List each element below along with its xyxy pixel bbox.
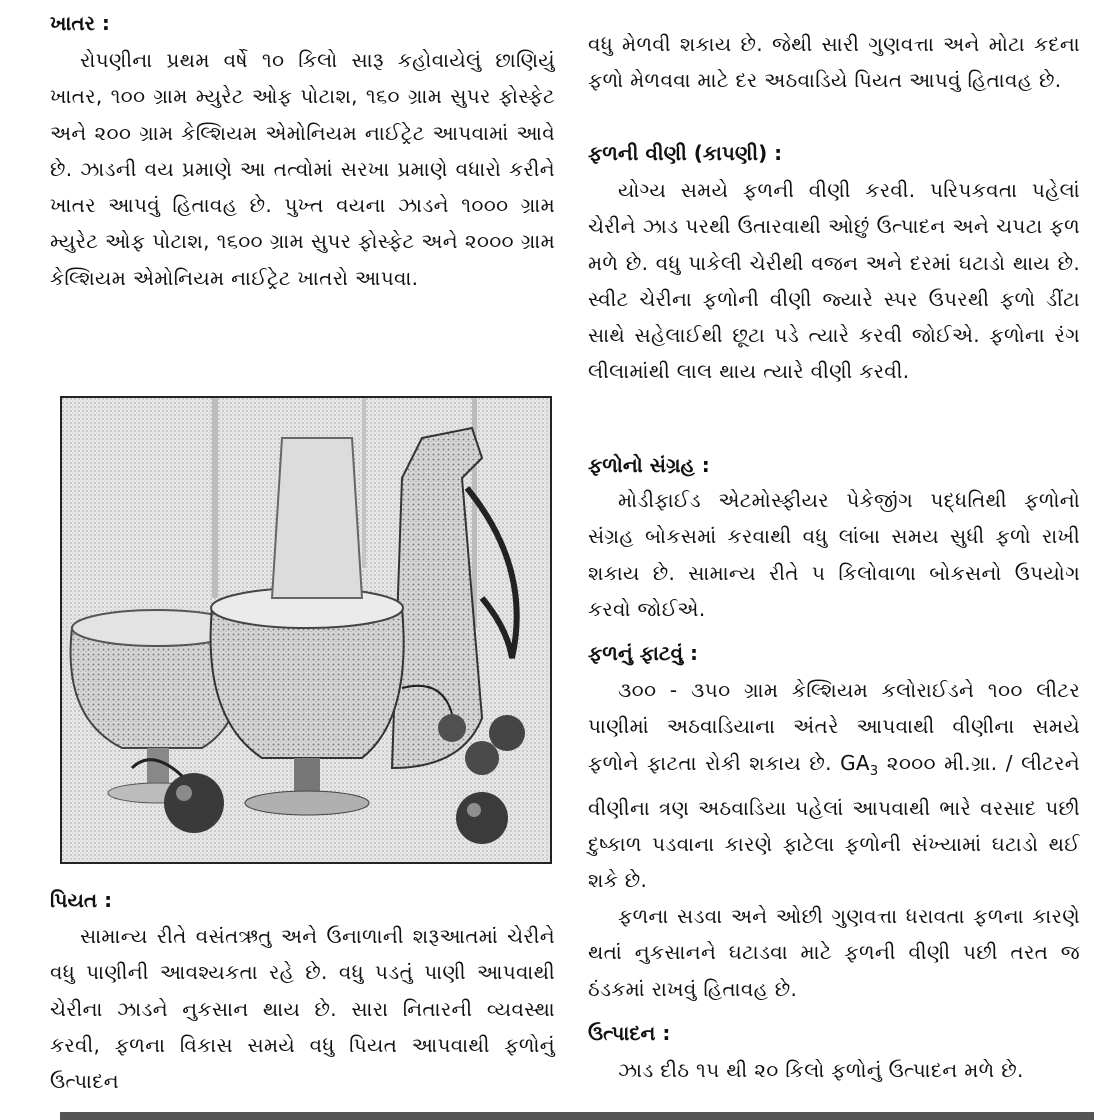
- fatvu-paragraph: [588, 672, 1080, 899]
- fatvu-text-a: ૩૦૦ - ૩૫૦ ગ્રામ કેલ્શિયમ કલોરાઈડને ૧૦૦ લીટર પાણીમાં અઠવાડિયાના અંતરે આપવાથી વીણીના સમયે ફળોને ફાટતા રોકી શકાય છે. GA: [588, 678, 1080, 775]
- fatvu-heading: ફળનું ફાટવું :: [588, 641, 698, 665]
- cherry-glassware-photo: [60, 396, 552, 864]
- piyat-continuation: વધુ મેળવી શકાય છે. જેથી સારી ગુણવત્તા અને મોટા કદના ફળો મેળવવા માટે દર અઠવાડિયે પિયત આપવું હિતાવહ છે.: [588, 32, 1080, 93]
- photo-illustration: [62, 398, 550, 862]
- fatvu-text-b: ૨૦૦૦ મી.ગ્રા. / લીટરને વીણીના ત્રણ અઠવાડિયા પહેલાં આપવાથી ભારે વરસાદ પછી દુષ્કાળ પડવાના કારણે ફાટેલા ફળોની સંખ્યામાં ઘટાડો થઈ શકે છે.: [588, 750, 1081, 893]
- sangrah-paragraph: મોડીફાઈડ એટમોસ્ફીયર પેકેજીંગ પદ્ધતિથી ફળોનો સંગ્રહ બોકસમાં કરવાથી વધુ લાંબા સમય સુધી ફળો રાખી શકાય છે. સામાન્ય રીતે ૫ કિલોવાળા બોકસનો ઉપયોગ કરવો જોઈએ.: [588, 488, 1080, 621]
- piyat-paragraph: સામાન્ય રીતે વસંતઋતુ અને ઉનાળાની શરૂઆતમાં ચેરીને વધુ પાણીની આવશ્યકતા રહે છે. વધુ પડતું પાણી આપવાથી ચેરીના ઝાડને નુકસાન થાય છે. સારા નિતારની વ્યવસ્થા કરવી, ફળના વિકાસ સમયે વધુ પિયત આપવાથી ફળોનું ઉત્પાદન: [50, 924, 555, 1094]
- fatvu-subscript: 3: [869, 763, 879, 779]
- utpadan-heading: ઉત્પાદન :: [588, 1021, 671, 1045]
- khatar-paragraph: રોપણીના પ્રથમ વર્ષે ૧૦ કિલો સારૂ કહોવાયેલું છાણિયું ખાતર, ૧૦૦ ગ્રામ મ્યુરેટ ઓફ પોટાશ, ૧૬૦ ગ્રામ સુપર ફોસ્ફેટ અને ૨૦૦ ગ્રામ કેલ્શિયમ એમોનિયમ નાઈટ્રેટ આપવામાં આવે છે. ઝાડની વય પ્રમાણે આ તત્વોમાં સરખા પ્રમાણે વધારો કરીને ખાતર આપવું હિતાવહ છે. પુખ્ત વયના ઝાડને ૧૦૦૦ ગ્રામ મ્યુરેટ ઓફ પોટાશ, ૧૬૦૦ ગ્રામ સુપર ફોસ્ફેટ અને ૨૦૦૦ ગ્રામ કેલ્શિયમ એમોનિયમ નાઈટ્રેટ ખાતરો આપવા.: [50, 48, 555, 290]
- utpadan-paragraph: ઝાડ દીઠ ૧૫ થી ૨૦ કિલો ફળોનું ઉત્પાદન મળે છે.: [618, 1058, 1024, 1082]
- bottom-edge-strip: [60, 1112, 1094, 1120]
- piyat-heading: પિયત :: [50, 888, 113, 912]
- vini-heading: ફળની વીણી (કાપણી) :: [588, 141, 783, 165]
- vini-paragraph: યોગ્ય સમયે ફળની વીણી કરવી. પરિપકવતા પહેલાં ચેરીને ઝાડ પરથી ઉતારવાથી ઓછું ઉત્પાદન અને ચપટા ફળ મળે છે. વધુ પાકેલી ચેરીથી વજન અને દરમાં ઘટાડો થાય છે. સ્વીટ ચેરીના ફળોની વીણી જ્યારે સ્પર ઉપરથી ફળો ડીંટા સાથે સહેલાઈથી છૂટા પડે ત્યારે કરવી જોઈએ. ફળોના રંગ લીલામાંથી લાલ થાય ત્યારે વીણી કરવી.: [588, 178, 1080, 384]
- sangrah-heading: ફળોનો સંગ્રહ :: [588, 453, 710, 477]
- fatvu-paragraph-2: ફળના સડવા અને ઓછી ગુણવત્તા ધરાવતા ફળના કારણે થતાં નુકસાનને ઘટાડવા માટે ફળની વીણી પછી તરત જ ઠંડકમાં રાખવું હિતાવહ છે.: [588, 904, 1080, 1001]
- khatar-heading: ખાતર :: [50, 11, 110, 35]
